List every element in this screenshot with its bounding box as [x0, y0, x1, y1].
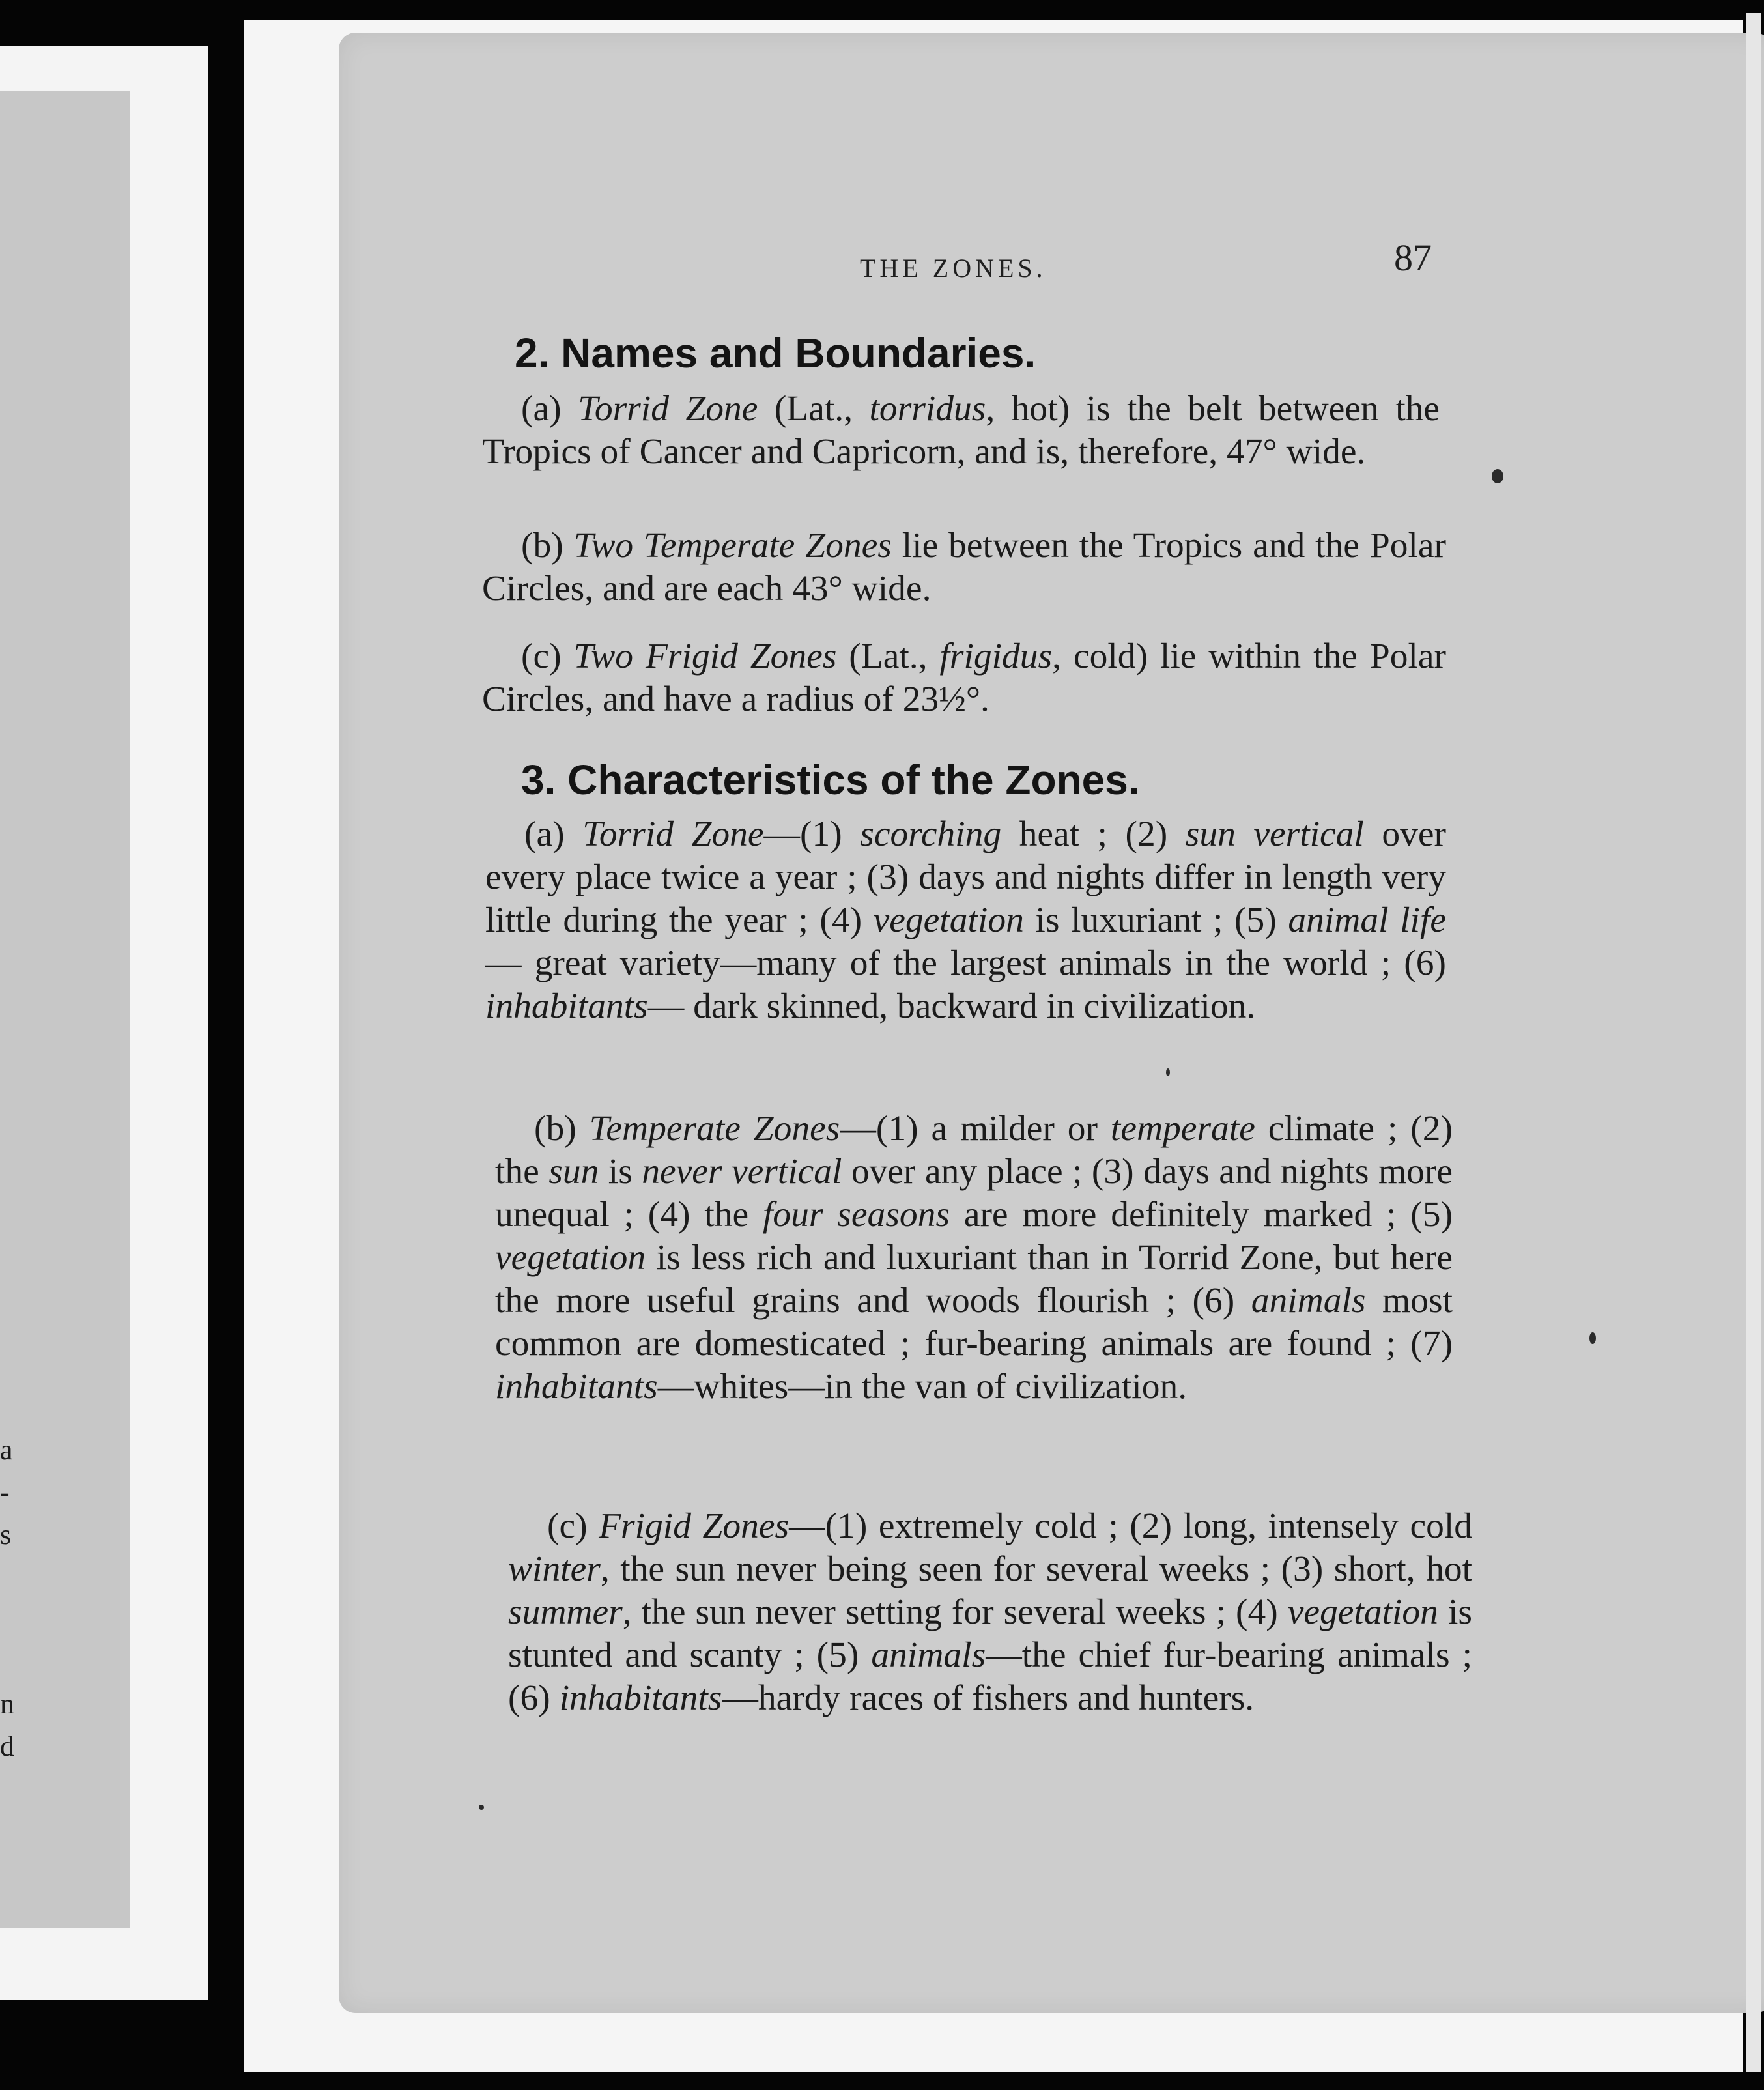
- paragraph-text: (Lat.,: [836, 637, 940, 676]
- previous-page-edge-letter: n: [0, 1688, 14, 1720]
- paragraph-label: (b): [521, 526, 563, 565]
- latin-term: torridus: [869, 389, 986, 429]
- emphasis: animals: [871, 1635, 986, 1675]
- paragraph-text: climate ; (2) the: [495, 1109, 1453, 1192]
- emphasis: four seasons: [762, 1195, 950, 1235]
- paragraph-label: (c): [547, 1506, 588, 1546]
- paragraph-frigid-characteristics: [508, 1505, 1472, 1720]
- paragraph-text: heat ; (2): [1001, 814, 1186, 854]
- paragraph-text: over every place twice a year ; (3) days and nights differ in length very little during the year ; (4): [485, 814, 1446, 940]
- emphasis: inhabitants: [495, 1367, 658, 1407]
- paragraph-text: — dark skinned, backward in civilization.: [647, 986, 1256, 1026]
- emphasis: inhabitants: [485, 986, 648, 1026]
- zone-term: Torrid Zone: [582, 814, 764, 854]
- scan-speck: [479, 1805, 484, 1810]
- emphasis: inhabitants: [559, 1678, 722, 1718]
- emphasis: scorching: [860, 814, 1002, 854]
- emphasis: animals: [1251, 1281, 1366, 1321]
- paragraph-text: , the sun never setting for several weeks ; (4): [622, 1592, 1288, 1632]
- paragraph-torrid-boundaries: [482, 388, 1440, 474]
- emphasis: temperate: [1110, 1109, 1255, 1149]
- zone-term: Torrid Zone: [578, 389, 758, 429]
- scan-speck: [1166, 1068, 1170, 1076]
- paragraph-label: (c): [521, 637, 562, 676]
- paragraph-text: —the chief fur-bearing animals ; (6): [508, 1635, 1473, 1718]
- paragraph-text: most common are domesticated ; fur-bearing animals are found ; (7): [495, 1281, 1453, 1364]
- paragraph-text: is stunted and scanty ; (5): [508, 1592, 1472, 1675]
- emphasis: animal life: [1288, 900, 1447, 940]
- paragraph-frigid-boundaries: [482, 635, 1446, 721]
- paragraph-text: over any place ; (3) days and nights more unequal ; (4) the: [495, 1152, 1453, 1235]
- paragraph-label: (a): [524, 814, 565, 854]
- paragraph-text: —(1): [763, 814, 861, 854]
- paragraph-label: (b): [534, 1109, 576, 1149]
- paragraph-text: is luxuriant ; (5): [1023, 900, 1288, 940]
- zone-term: Two Temperate Zones: [573, 526, 892, 565]
- paragraph-temperate-boundaries: [482, 524, 1446, 610]
- zone-term: Frigid Zones: [599, 1506, 790, 1546]
- paragraph-text: (Lat.,: [758, 389, 870, 429]
- emphasis: vegetation: [495, 1238, 646, 1278]
- paragraph-text: — great variety—many of the largest animals in the world ; (6): [485, 943, 1446, 983]
- emphasis: summer: [508, 1592, 623, 1632]
- running-head: THE ZONES.: [860, 253, 1047, 283]
- paragraph-temperate-characteristics: [495, 1108, 1453, 1409]
- previous-page-edge-letter: s: [0, 1519, 12, 1551]
- paragraph-text: are more definitely marked ; (5): [949, 1195, 1453, 1235]
- paragraph-text: , hot) is the belt between the Tropics of Cancer and Capricorn, and is, therefore, 47° wide.: [482, 389, 1440, 472]
- paragraph-torrid-characteristics: [485, 813, 1446, 1028]
- page-number: 87: [1394, 236, 1432, 279]
- paragraph-text: is less rich and luxuriant than in Torrid Zone, but here the more useful grains and woods flourish ; (6): [495, 1238, 1453, 1321]
- emphasis: winter: [508, 1549, 601, 1589]
- latin-term: frigidus: [939, 637, 1053, 676]
- emphasis: vegetation: [1287, 1592, 1438, 1632]
- paragraph-text: is: [599, 1152, 642, 1192]
- paragraph-text: —whites—in the van of civilization.: [657, 1367, 1188, 1407]
- previous-page-print-area: [0, 91, 130, 1928]
- scan-speck: [1492, 469, 1503, 483]
- previous-page: [0, 46, 208, 2000]
- scan-speck: [1589, 1332, 1596, 1344]
- emphasis: sun: [548, 1152, 599, 1192]
- previous-page-edge-letter: d: [0, 1730, 14, 1762]
- zone-term: Two Frigid Zones: [573, 637, 837, 676]
- paragraph-text: —(1) extremely cold ; (2) long, intensely cold: [789, 1506, 1473, 1546]
- zone-term: Temperate Zones: [589, 1109, 840, 1149]
- previous-page-edge-letter: -: [0, 1476, 10, 1508]
- paragraph-text: —(1) a milder or: [840, 1109, 1111, 1149]
- emphasis: vegetation: [873, 900, 1024, 940]
- right-page-edge: [1746, 13, 1761, 2072]
- emphasis: never vertical: [642, 1152, 842, 1192]
- paragraph-text: lie between the Tropics and the Polar Circles, and are each 43° wide.: [482, 526, 1446, 608]
- paragraph-text: , the sun never being seen for several weeks ; (3) short, hot: [600, 1549, 1472, 1589]
- paragraph-text: —hardy races of fishers and hunters.: [722, 1678, 1255, 1718]
- previous-page-edge-letter: a: [0, 1434, 13, 1466]
- paragraph-text: , cold) lie within the Polar Circles, and have a radius of 23½°.: [482, 637, 1447, 719]
- emphasis: sun vertical: [1185, 814, 1364, 854]
- section-heading: 3. Characteristics of the Zones.: [521, 756, 1140, 803]
- section-heading: 2. Names and Boundaries.: [515, 330, 1036, 377]
- paragraph-label: (a): [521, 389, 562, 429]
